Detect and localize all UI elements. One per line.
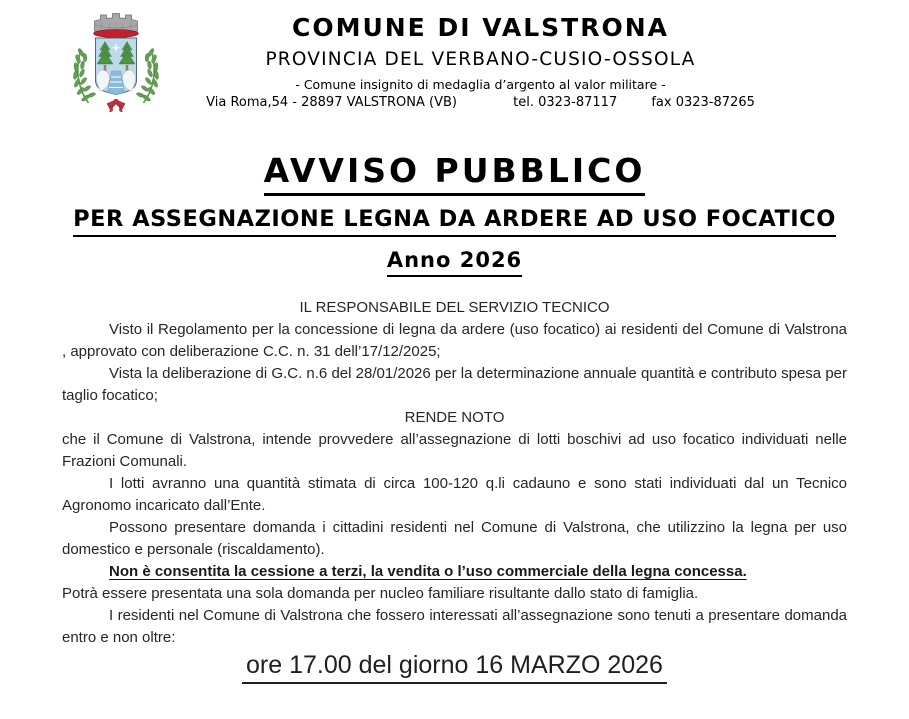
telephone: tel. 0323-87117 [513, 95, 618, 110]
para-possono: Possono presentare domanda i cittadini residenti nel Comune di Valstrona, che utilizzino la legna per uso domestico e personale (riscaldamento). [62, 519, 847, 558]
address: Via Roma,54 - 28897 VALSTRONA (VB) [206, 95, 457, 110]
valstrona-coat-of-arms-icon [62, 4, 170, 116]
para-vista: Vista la deliberazione di G.C. n.6 del 28/01/2026 per la determinazione annuale quantità e contributo spesa per taglio focatico; [62, 365, 847, 404]
notice-year: Anno 2026 [0, 246, 909, 277]
notice-title-block [0, 150, 909, 277]
notice-subtitle: PER ASSEGNAZIONE LEGNA DA ARDERE AD USO FOCATICO [0, 204, 909, 237]
notice-body [0, 297, 909, 684]
contact-line [52, 94, 909, 112]
municipality-name: COMUNE DI VALSTRONA [291, 13, 669, 42]
para-residenti: I residenti nel Comune di Valstrona che fossero interessati all’assegnazione sono tenuti a presentare domanda entro e non oltre: [62, 607, 847, 646]
deadline-line: ore 17.00 del giorno 16 MARZO 2026 [62, 649, 847, 684]
para-divieto: Non è consentita la cessione a terzi, la vendita o l’uso commerciale della legna concessa. [109, 563, 747, 580]
letterhead [0, 0, 909, 112]
ribbon-bow-icon [107, 99, 125, 112]
mural-crown-icon [94, 14, 139, 38]
para-visto: Visto il Regolamento per la concessione di legna da ardere (uso focatico) ai residenti del Comune di Valstrona , approvato con deliberazione C.C. n. 31 dell’17/12/2025; [62, 321, 847, 360]
province-line: PROVINCIA DEL VERBANO-CUSIO-OSSOLA [265, 49, 696, 70]
para-potra: Potrà essere presentata una sola domanda per nucleo familiare risultante dallo stato di famiglia. [62, 585, 699, 602]
para-che: che il Comune di Valstrona, intende provvedere all’assegnazione di lotti boschivi ad uso focatico individuati nelle Frazioni Comunali. [62, 431, 847, 470]
role-heading: IL RESPONSABILE DEL SERVIZIO TECNICO [299, 299, 610, 316]
honor-line: - Comune insignito di medaglia d’argento al valor militare - [295, 77, 666, 92]
rende-noto-heading: RENDE NOTO [404, 409, 505, 426]
notice-title: AVVISO PUBBLICO [0, 150, 909, 196]
para-lotti: I lotti avranno una quantità stimata di circa 100-120 q.li cadauno e sono stati individuati dal un Tecnico Agronomo incaricato dall’Ente. [62, 475, 847, 514]
fax: fax 0323-87265 [651, 95, 755, 110]
